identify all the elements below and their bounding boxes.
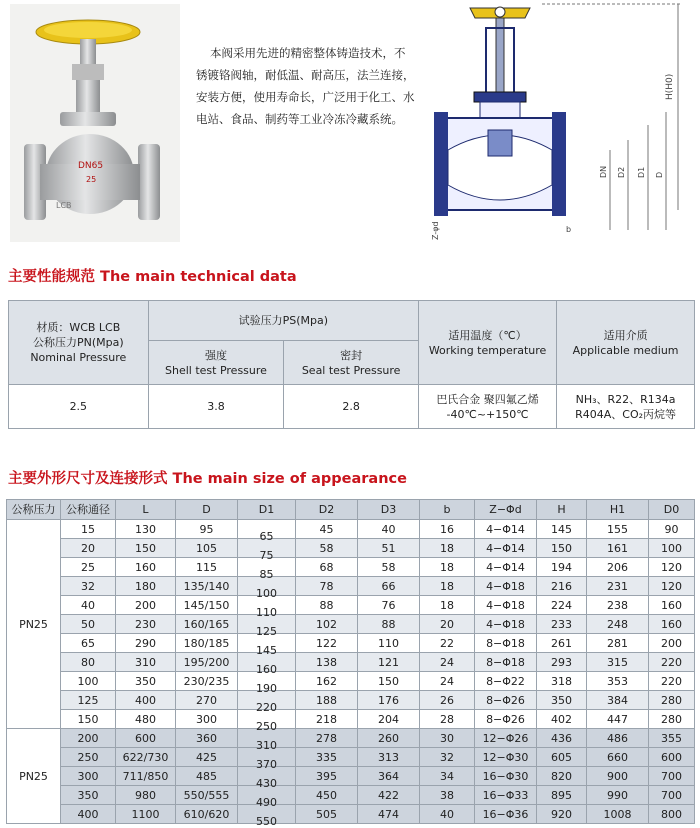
size-cell: 30	[420, 729, 475, 748]
size-cell: 233	[537, 615, 587, 634]
size-cell: 38	[420, 786, 475, 805]
temperature-value-2: -40℃~+150℃	[446, 407, 529, 421]
size-cell: 350	[61, 786, 116, 805]
intro-line: 锈镀铬阀轴，耐低温、耐高压，法兰连接，	[196, 68, 415, 82]
size-cell: 180	[116, 577, 176, 596]
size-cell: 162	[296, 672, 358, 691]
size-cell-d1: 145	[256, 643, 277, 657]
size-cell-d1: 220	[256, 700, 277, 714]
size-cell: 115	[176, 558, 238, 577]
size-cell: 176	[358, 691, 420, 710]
size-cell: 50	[61, 615, 116, 634]
size-cell: 436	[537, 729, 587, 748]
size-cell-d1: 100	[256, 586, 277, 600]
size-cell: 12−Φ26	[475, 729, 537, 748]
size-table-row	[7, 539, 695, 558]
size-cell: 1100	[116, 805, 176, 824]
size-cell: 800	[649, 805, 695, 824]
size-cell: 26	[420, 691, 475, 710]
size-table-row	[7, 729, 695, 748]
size-cell: 150	[537, 539, 587, 558]
medium-header-en: Applicable medium	[572, 343, 679, 357]
size-table-row	[7, 615, 695, 634]
section-title-size: 主要外形尺寸及连接形式 The main size of appearance	[8, 471, 407, 487]
size-cell: 278	[296, 729, 358, 748]
size-cell-d1: 160	[256, 662, 277, 676]
size-cell: 161	[587, 539, 649, 558]
size-header-cell: H	[537, 500, 587, 520]
size-cell: 155	[587, 520, 649, 539]
size-cell-d1: 190	[256, 681, 277, 695]
size-cell: 290	[116, 634, 176, 653]
size-header-cell: D	[176, 500, 238, 520]
size-cell: 310	[116, 653, 176, 672]
size-cell: 270	[176, 691, 238, 710]
size-cell: 395	[296, 767, 358, 786]
size-cell: 447	[587, 710, 649, 729]
size-cell: 480	[116, 710, 176, 729]
size-cell: 230	[116, 615, 176, 634]
shell-header-cn: 强度	[204, 348, 227, 362]
size-cell: 8−Φ22	[475, 672, 537, 691]
pn-value: 2.5	[9, 385, 149, 429]
size-cell: 8−Φ26	[475, 691, 537, 710]
size-table-body	[7, 520, 695, 828]
size-cell-d1: 550	[256, 814, 277, 828]
diagram-label-d: D	[655, 171, 664, 178]
size-cell: 105	[176, 539, 238, 558]
size-cell-d1: 110	[256, 605, 277, 619]
seal-header-cn: 密封	[340, 348, 363, 362]
size-cell: 135/140	[176, 577, 238, 596]
size-cell: 32	[61, 577, 116, 596]
size-cell-d1: 65	[259, 529, 274, 543]
size-cell: 18	[420, 539, 475, 558]
size-cell: 400	[116, 691, 176, 710]
size-cell: 194	[537, 558, 587, 577]
size-cell: 58	[296, 539, 358, 558]
size-cell-d1: 490	[256, 795, 277, 809]
size-cell: 224	[537, 596, 587, 615]
size-cell: 238	[587, 596, 649, 615]
size-cell: 218	[296, 710, 358, 729]
medium-header-cell	[557, 301, 695, 385]
test-pressure-header: 试验压力PS(Mpa)	[148, 301, 418, 341]
size-table-row	[7, 520, 695, 539]
size-cell: 24	[420, 653, 475, 672]
size-cell: 485	[176, 767, 238, 786]
seal-value: 2.8	[284, 385, 419, 429]
size-cell: 90	[649, 520, 695, 539]
shell-value: 3.8	[148, 385, 284, 429]
intro-line: 电站、食品、制药等工业冷冻冷藏系统。	[196, 112, 403, 126]
size-cell: 15	[61, 520, 116, 539]
size-cell-d1: 125	[256, 624, 277, 638]
size-cell: 150	[116, 539, 176, 558]
size-cell: 260	[358, 729, 420, 748]
size-header-cell: D1	[238, 500, 296, 520]
size-header-cell: 公称通径	[61, 500, 116, 520]
size-cell: 300	[61, 767, 116, 786]
size-cell: 474	[358, 805, 420, 824]
size-cell: 422	[358, 786, 420, 805]
size-cell: 4−Φ14	[475, 520, 537, 539]
size-cell: 505	[296, 805, 358, 824]
body-marking-2: 25	[86, 175, 97, 184]
size-cell-d1: 75	[259, 548, 274, 562]
size-cell: 45	[296, 520, 358, 539]
intro-line: 安装方便，使用寿命长，广泛用于化工、水	[196, 90, 415, 104]
size-cell: 281	[587, 634, 649, 653]
diagram-label-d2: D2	[617, 166, 626, 178]
size-cell: 335	[296, 748, 358, 767]
size-cell: 980	[116, 786, 176, 805]
temperature-header-cell	[418, 301, 556, 385]
size-cell: 450	[296, 786, 358, 805]
size-cell: 402	[537, 710, 587, 729]
size-table-row	[7, 672, 695, 691]
size-cell: 4−Φ18	[475, 615, 537, 634]
intro-line: 本阀采用先进的精密整体铸造技术，不	[210, 46, 406, 60]
temperature-header-en: Working temperature	[428, 343, 547, 357]
size-cell: 125	[61, 691, 116, 710]
size-cell: 660	[587, 748, 649, 767]
size-cell: 51	[358, 539, 420, 558]
medium-value-1: NH₃、R22、R134a	[575, 392, 676, 406]
size-cell: 160	[116, 558, 176, 577]
size-cell: 95	[176, 520, 238, 539]
valve-photo	[10, 4, 180, 242]
size-cell: 280	[649, 710, 695, 729]
material-line: Nominal Pressure	[30, 351, 127, 364]
size-cell: 65	[61, 634, 116, 653]
size-cell: 66	[358, 577, 420, 596]
size-cell: 711/850	[116, 767, 176, 786]
temperature-value-1: 巴氏合金 聚四氟乙烯	[436, 392, 539, 406]
size-cell: 313	[358, 748, 420, 767]
size-header-cell: H1	[587, 500, 649, 520]
size-cell: 12−Φ30	[475, 748, 537, 767]
size-table-row	[7, 634, 695, 653]
size-cell: 130	[116, 520, 176, 539]
seal-pressure-header	[284, 341, 419, 385]
size-cell: 120	[649, 558, 695, 577]
size-cell: 8−Φ26	[475, 710, 537, 729]
size-cell	[238, 520, 296, 543]
size-cell: 250	[61, 748, 116, 767]
size-cell: 78	[296, 577, 358, 596]
size-cell: 102	[296, 615, 358, 634]
size-cell: 122	[296, 634, 358, 653]
size-cell: 610/620	[176, 805, 238, 824]
body-marking-1: DN65	[78, 161, 104, 171]
size-header-cell: D3	[358, 500, 420, 520]
material-line: 材质：WCB LCB	[36, 321, 121, 334]
size-cell: 990	[587, 786, 649, 805]
size-cell: 200	[649, 634, 695, 653]
size-cell: 355	[649, 729, 695, 748]
size-table-row	[7, 596, 695, 615]
temperature-header-cn: 适用温度（℃）	[448, 328, 527, 342]
size-cell: 605	[537, 748, 587, 767]
material-line: 公称压力PN(Mpa)	[32, 336, 124, 349]
diagram-label-h: H(H0)	[665, 73, 675, 100]
size-cell: 486	[587, 729, 649, 748]
temperature-value-cell	[418, 385, 556, 429]
size-cell: 150	[358, 672, 420, 691]
size-cell: 88	[358, 615, 420, 634]
size-cell: 400	[61, 805, 116, 824]
size-cell: 550/555	[176, 786, 238, 805]
size-cell: 145	[537, 520, 587, 539]
size-cell: 121	[358, 653, 420, 672]
size-cell: 20	[420, 615, 475, 634]
size-cell: 180/185	[176, 634, 238, 653]
size-header-cell: L	[116, 500, 176, 520]
size-cell: 384	[587, 691, 649, 710]
size-cell: 4−Φ14	[475, 558, 537, 577]
size-table-row	[7, 577, 695, 596]
shell-header-en: Shell test Pressure	[165, 363, 267, 377]
size-cell: 188	[296, 691, 358, 710]
size-cell: 18	[420, 558, 475, 577]
size-table-row	[7, 748, 695, 767]
size-cell: 206	[587, 558, 649, 577]
size-cell: 16−Φ30	[475, 767, 537, 786]
size-cell: 25	[61, 558, 116, 577]
size-table-row	[7, 786, 695, 805]
medium-value-2: R404A、CO₂丙烷等	[575, 407, 677, 421]
size-cell: 8−Φ18	[475, 634, 537, 653]
medium-header-cn: 适用介质	[603, 328, 648, 342]
size-cell: 16−Φ36	[475, 805, 537, 824]
size-cell: 820	[537, 767, 587, 786]
size-cell: 160	[649, 596, 695, 615]
size-cell: 32	[420, 748, 475, 767]
size-header-cell: b	[420, 500, 475, 520]
size-cell: 24	[420, 672, 475, 691]
size-cell: 40	[61, 596, 116, 615]
size-cell: 300	[176, 710, 238, 729]
size-cell: 920	[537, 805, 587, 824]
size-cell: 895	[537, 786, 587, 805]
size-cell: 34	[420, 767, 475, 786]
size-table-row	[7, 653, 695, 672]
size-cell: 16−Φ33	[475, 786, 537, 805]
section-title-technical-data: 主要性能规范 The main technical data	[8, 269, 297, 285]
size-table	[6, 499, 695, 828]
size-cell: 600	[116, 729, 176, 748]
size-cell: 160	[649, 615, 695, 634]
size-cell-d1: 310	[256, 738, 277, 752]
diagram-label-d1: D1	[637, 166, 646, 178]
nominal-pressure-cell: PN25	[7, 520, 61, 729]
size-cell: 8−Φ18	[475, 653, 537, 672]
size-table-row	[7, 710, 695, 729]
size-cell: 110	[358, 634, 420, 653]
size-cell: 150	[61, 710, 116, 729]
diagram-label-zd: Z-φd	[431, 221, 440, 240]
size-cell: 900	[587, 767, 649, 786]
size-cell: 138	[296, 653, 358, 672]
seal-header-en: Seal test Pressure	[301, 363, 401, 377]
size-cell: 40	[358, 520, 420, 539]
size-table-row	[7, 805, 695, 824]
size-cell-d1: 370	[256, 757, 277, 771]
size-cell: 100	[61, 672, 116, 691]
size-cell: 293	[537, 653, 587, 672]
size-table-row	[7, 691, 695, 710]
size-header-cell: 公称压力	[7, 500, 61, 520]
size-cell: 68	[296, 558, 358, 577]
size-header-cell: D2	[296, 500, 358, 520]
material-header-cell	[9, 301, 149, 385]
size-cell: 160/165	[176, 615, 238, 634]
valve-section-diagram	[430, 0, 700, 245]
shell-pressure-header	[148, 341, 284, 385]
size-cell-d1: 430	[256, 776, 277, 790]
valve-photo-drawing	[10, 4, 180, 242]
size-cell: 22	[420, 634, 475, 653]
size-cell: 18	[420, 596, 475, 615]
nominal-pressure-cell: PN25	[7, 729, 61, 824]
size-header-cell: Z−Φd	[475, 500, 537, 520]
size-cell: 1008	[587, 805, 649, 824]
size-cell: 220	[649, 653, 695, 672]
medium-value-cell	[557, 385, 695, 429]
size-cell: 622/730	[116, 748, 176, 767]
size-cell: 88	[296, 596, 358, 615]
diagram-label-dn: DN	[599, 165, 608, 178]
size-cell: 700	[649, 786, 695, 805]
size-cell: 28	[420, 710, 475, 729]
intro-text	[196, 42, 432, 130]
size-cell: 261	[537, 634, 587, 653]
size-cell: 350	[537, 691, 587, 710]
size-cell: 220	[649, 672, 695, 691]
size-cell: 4−Φ14	[475, 539, 537, 558]
size-cell-d1: 250	[256, 719, 277, 733]
size-table-row	[7, 767, 695, 786]
size-cell: 600	[649, 748, 695, 767]
size-cell: 353	[587, 672, 649, 691]
size-cell: 18	[420, 577, 475, 596]
size-cell: 204	[358, 710, 420, 729]
size-cell: 76	[358, 596, 420, 615]
size-cell: 200	[116, 596, 176, 615]
size-cell: 100	[649, 539, 695, 558]
size-cell: 145/150	[176, 596, 238, 615]
size-cell: 231	[587, 577, 649, 596]
diagram-label-b: b	[566, 225, 572, 234]
size-header-cell: D0	[649, 500, 695, 520]
technical-data-table	[8, 300, 695, 429]
size-cell: 4−Φ18	[475, 596, 537, 615]
size-cell: 315	[587, 653, 649, 672]
size-cell: 230/235	[176, 672, 238, 691]
size-cell: 248	[587, 615, 649, 634]
size-cell: 80	[61, 653, 116, 672]
valve-section-drawing	[430, 0, 700, 245]
size-table-row	[7, 558, 695, 577]
size-cell: 700	[649, 767, 695, 786]
size-cell: 280	[649, 691, 695, 710]
size-cell: 40	[420, 805, 475, 824]
size-cell: 200	[61, 729, 116, 748]
size-table-header	[7, 500, 695, 520]
size-cell: 4−Φ18	[475, 577, 537, 596]
size-cell: 120	[649, 577, 695, 596]
size-cell: 20	[61, 539, 116, 558]
size-cell: 425	[176, 748, 238, 767]
size-cell: 195/200	[176, 653, 238, 672]
size-cell: 350	[116, 672, 176, 691]
body-marking-3: LCB	[56, 201, 72, 210]
size-cell: 318	[537, 672, 587, 691]
size-cell: 360	[176, 729, 238, 748]
size-cell: 216	[537, 577, 587, 596]
size-cell-d1: 85	[259, 567, 274, 581]
size-cell: 16	[420, 520, 475, 539]
size-cell: 364	[358, 767, 420, 786]
size-cell: 58	[358, 558, 420, 577]
